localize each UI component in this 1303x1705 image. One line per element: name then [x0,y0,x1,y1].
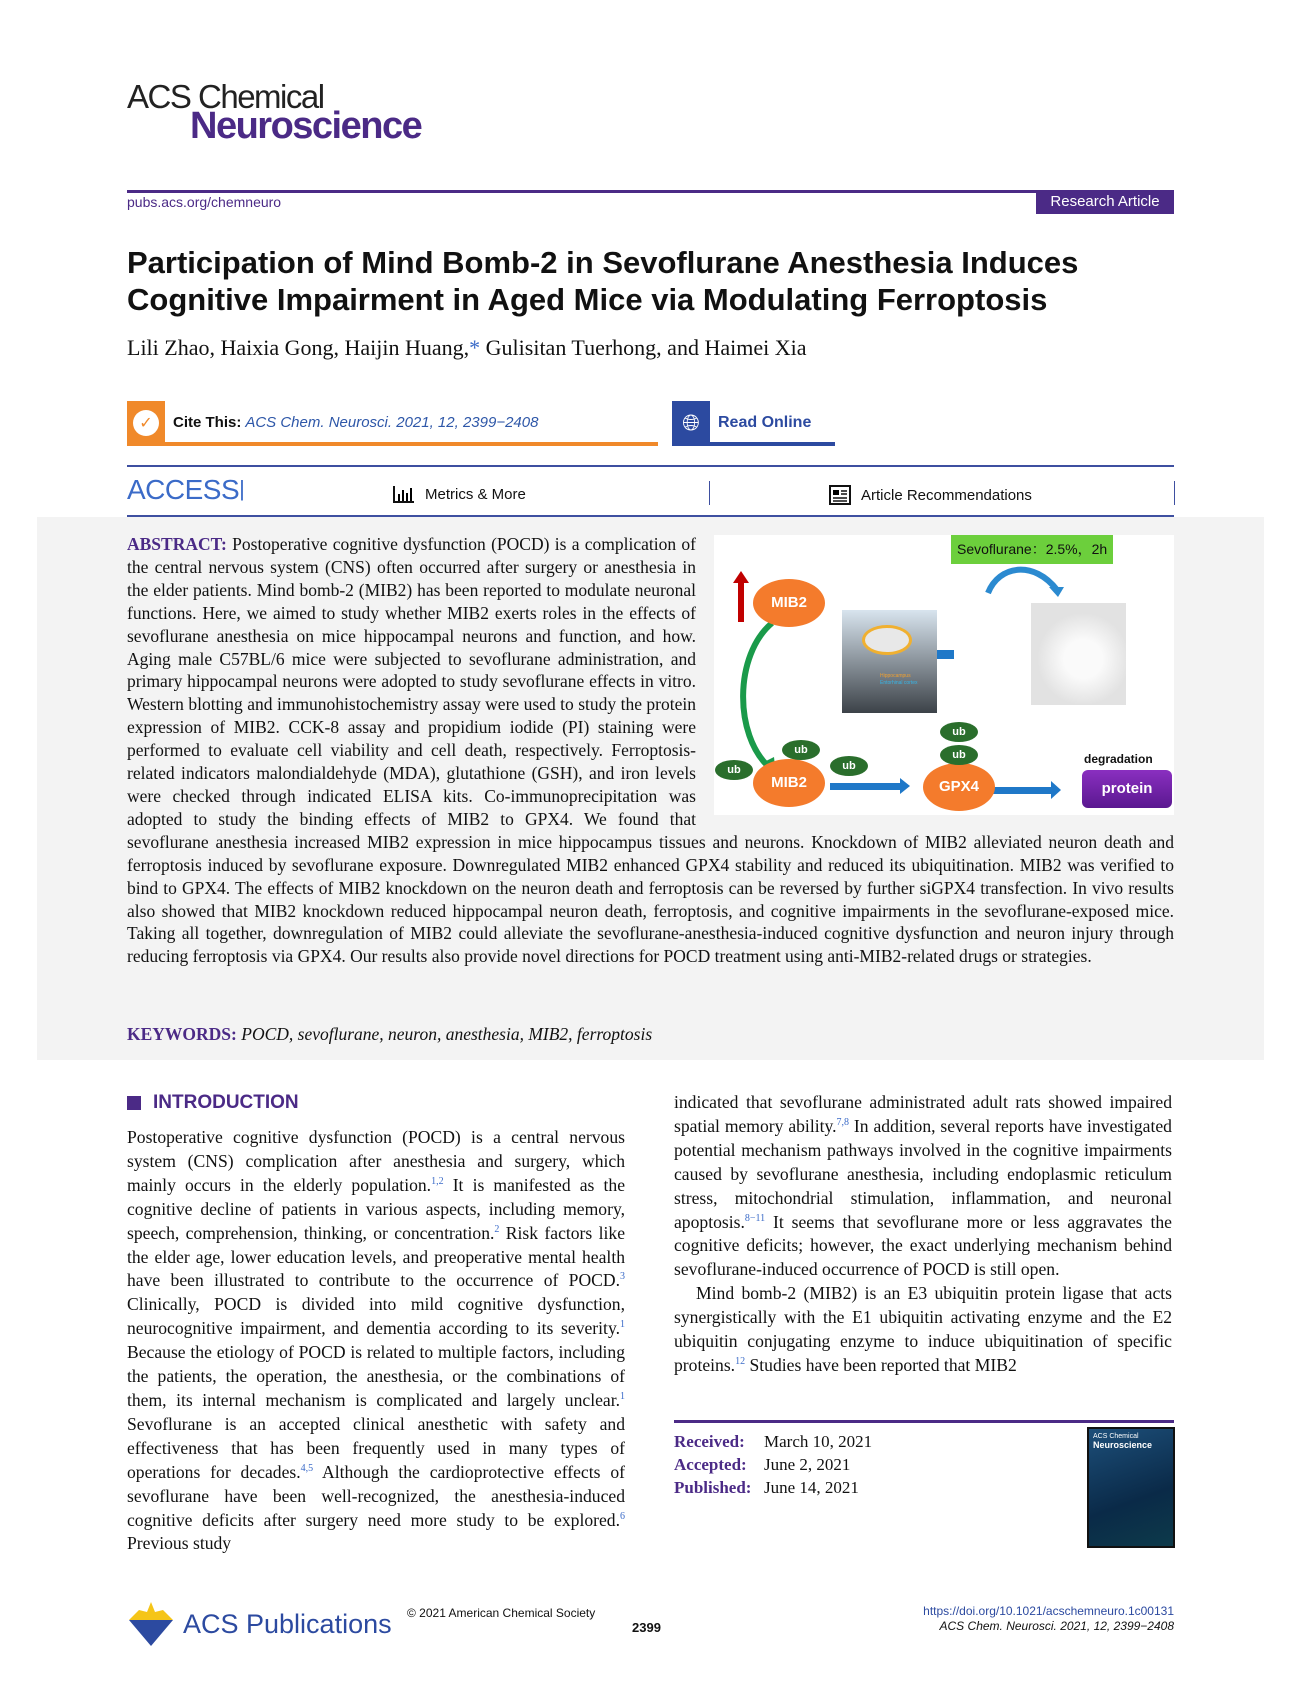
globe-icon: 🌐︎ [672,401,710,444]
abstract-label: ABSTRACT: [127,534,227,554]
authors-text-rest: Gulisitan Tuerhong, and Haimei Xia [480,335,807,360]
doi-link[interactable]: https://doi.org/10.1021/acschemneuro.1c00131 [923,1604,1174,1618]
checkmark-icon: ✓ [127,401,165,444]
reference-link[interactable]: 8−11 [744,1212,766,1224]
paragraph-text: In addition, several reports have investigated potential mechanism pathways involved in the cognitive impairments caused by sevoflurane anesthesia, including endoplasmic reticulum stress, mitochondrial stimulation, inflammation, and neuronal apoptosis. [674,1115,1172,1232]
copyright: © 2021 American Chemical Society [407,1606,596,1620]
reference-link[interactable]: 3 [620,1271,625,1283]
mib2-ubiquitinated-node: MIB2 [753,759,825,807]
article-recommendations-link[interactable] [829,485,1032,505]
ub-node: ub [940,722,978,742]
paragraph-text: Risk factors like the elder age, lower education levels, and preoperative mental health have been illustrated to contribute to the occurrence of POCD. [127,1222,625,1291]
journal-logo-line2: Neuroscience [190,105,422,147]
publisher-name: ACS Publications [183,1608,392,1639]
intro-paragraph [674,1091,1172,1282]
paragraph-text: Because the etiology of POCD is related to multiple factors, including the patients, the operation, the anesthesia, or the combinations of them, its internal mechanism is complicated and largely unclear. [127,1342,625,1410]
author-list [127,335,806,361]
reference-link[interactable]: 6 [620,1510,625,1522]
read-online-button[interactable] [672,403,835,446]
cite-this-button[interactable] [127,403,658,446]
published-label: Published: [674,1478,752,1497]
journal-url-link[interactable]: pubs.acs.org/chemneuro [127,194,282,210]
article-list-icon [829,485,851,505]
publication-dates [674,1430,872,1499]
sevoflurane-label: Sevoflurane：2.5%，2h [951,535,1113,564]
gpx4-node: GPX4 [923,763,995,811]
paragraph-text: Clinically, POCD is divided into mild cognitive dysfunction, neurocognitive impairment, and dementia according to its severity. [127,1294,625,1339]
intro-right-column [674,1091,1172,1378]
abstract-text: Postoperative cognitive dysfunction (POCD) is a complication of the central nervous system (CNS) often occurred after surgery or anesthesia in the elder patients. Mind bomb-2 (MIB2) has been reported to modulate neuronal functions. Here, we aimed to study whether MIB2 exerts roles in the effects of sevoflurane anesthesia on mice hippocampal neurons and function, and how. Aging male C57BL/6 mice were subjected to sevoflurane administration, and primary hippocampal neurons were adopted to study sevoflurane effects in vitro. Western blotting and immunohistochemistry assay were used to study the protein expression of MIB2. CCK-8 assay and propidium iodide (PI) staining were performed to evaluate cell viability and cell death, respectively. Ferroptosis-related indicators malondialdehyde (MDA), glutathione (GSH), and iron levels were checked through indicated ELISA kits. Co-immunoprecipitation was adopted to study the binding effects of MIB2 to GPX4. We found that sevoflurane anesthesia increased MIB2 expression in mice hippocampus tissues and neurons. Knockdown of MIB2 alleviated neuron death and ferroptosis induced by sevoflurane exposure. Downregulated MIB2 enhanced GPX4 stability and reduced its ubiquitination. MIB2 was verified to bind to GPX4. The effects of MIB2 knockdown on the neuron death and ferroptosis can be reversed by further siGPX4 transfection. In vivo results also showed that MIB2 knockdown reduced hippocampal neuron death, ferroptosis, and cognitive impairments in the sevoflurane-exposed mice. Taking all together, downregulation of MIB2 could alleviate the sevoflurane-anesthesia-induced cognitive dysfunction and neuron injury through reducing ferroptosis via GPX4. Our results also provide novel directions for POCD treatment using anti-MIB2-related drugs or strategies. [127,534,1174,967]
published-date: June 14, 2021 [764,1478,859,1497]
paragraph-text: indicated that sevoflurane administrated adult rats showed impaired spatial memory ability. [674,1092,1172,1136]
acs-eagle-icon [127,1600,175,1648]
page-number: 2399 [632,1620,661,1635]
citation-link[interactable]: ACS Chem. Neurosci. 2021, 12, 2399−2408 [245,414,539,431]
footer-citation: ACS Chem. Neurosci. 2021, 12, 2399−2408 [939,1619,1174,1633]
ub-node: ub [830,756,868,776]
journal-cover-image[interactable]: ACS Chemical Neuroscience [1087,1427,1175,1548]
paragraph-text: Previous study [127,1533,232,1554]
reference-link[interactable]: 1 [620,1391,625,1403]
accepted-label: Accepted: [674,1455,747,1474]
ub-node: ub [715,760,753,780]
journal-logo-line1: ACS Chemical [127,78,324,115]
mib2-node: MIB2 [753,579,825,627]
ub-node: ub [782,740,820,760]
paragraph-text: Sevoflurane is an accepted clinical anesthetic with safety and effectiveness that has been frequently used in many types of operations for decades. [127,1413,625,1482]
cite-label: Cite This: [173,414,242,431]
ub-node: ub [940,745,978,765]
recommendations-label: Article Recommendations [861,486,1032,504]
corresponding-author-link[interactable]: * [469,335,481,360]
intro-left-column [127,1126,625,1556]
paragraph-text: It seems that sevoflurane more or less aggravates the cognitive deficits; however, the exact underlying mechanism behind sevoflurane-induced occurrence of POCD is still open. [674,1211,1172,1280]
received-label: Received: [674,1432,745,1451]
section-square-icon [127,1096,141,1110]
acs-publications-logo[interactable] [127,1600,392,1648]
reference-link[interactable]: 1 [620,1319,625,1331]
dates-divider [674,1420,1174,1423]
access-label: ACCESS| [127,474,245,505]
intro-paragraph [127,1126,625,1556]
introduction-heading: INTRODUCTION [127,1092,299,1114]
mouse-photo [1031,603,1126,705]
paragraph-text: It is manifested as the cognitive decline of patients in various aspects, including memory, speech, comprehension, thinking, or concentration. [127,1174,626,1243]
doi-block [923,1604,1174,1634]
access-separator [709,481,710,505]
article-type-badge: Research Article [1036,190,1174,214]
article-title: Participation of Mind Bomb-2 in Sevoflurane Anesthesia Induces Cognitive Impairment in Aged Mice via Modulating Ferroptosis [127,245,1079,317]
metrics-label: Metrics & More [425,485,526,503]
read-online-label: Read Online [718,413,812,431]
mouse-brain-image: Hippocampus Entorhinal cortex [842,610,937,713]
access-top-divider [127,465,1174,467]
reference-link[interactable]: 12 [735,1356,746,1368]
abstract [127,533,1174,968]
reference-link[interactable]: 2 [494,1223,500,1235]
keywords-label: KEYWORDS: [127,1024,237,1044]
paragraph-text: Studies have been reported that MIB2 [745,1354,1017,1375]
access-separator [1174,481,1175,505]
toc-graphic [714,535,1174,815]
accepted-date: June 2, 2021 [764,1455,851,1474]
reference-link[interactable]: 1,2 [431,1175,444,1187]
reference-link[interactable]: 4,5 [300,1462,314,1474]
intro-paragraph [674,1282,1172,1378]
degradation-label: degradation [1084,752,1153,766]
header-divider [127,190,1174,193]
paragraph-text: Postoperative cognitive dysfunction (POCD) is a central nervous system (CNS) complication after anesthesia and surgery, which mainly occurs in the elderly population. [127,1127,625,1195]
paragraph-text: Although the cardioprotective effects of sevoflurane have been well-recognized, the anesthesia-induced cognitive deficits after surgery need more study to be explored. [127,1461,625,1530]
keywords-text: POCD, sevoflurane, neuron, anesthesia, MIB2, ferroptosis [241,1024,653,1044]
paragraph-text: Mind bomb-2 (MIB2) is an E3 ubiquitin protein ligase that acts synergistically with the E1 ubiquitin activating enzyme and the E2 ubiquitin conjugating enzyme to induce ubiquitination of specific proteins. [674,1283,1172,1375]
bar-chart-icon [393,485,415,503]
authors-text: Lili Zhao, Haixia Gong, Haijin Huang, [127,335,470,360]
metrics-more-link[interactable] [393,485,526,503]
received-date: March 10, 2021 [764,1432,873,1451]
protein-node: protein [1082,770,1172,808]
reference-link[interactable]: 7,8 [836,1117,850,1129]
keywords [127,1024,652,1045]
